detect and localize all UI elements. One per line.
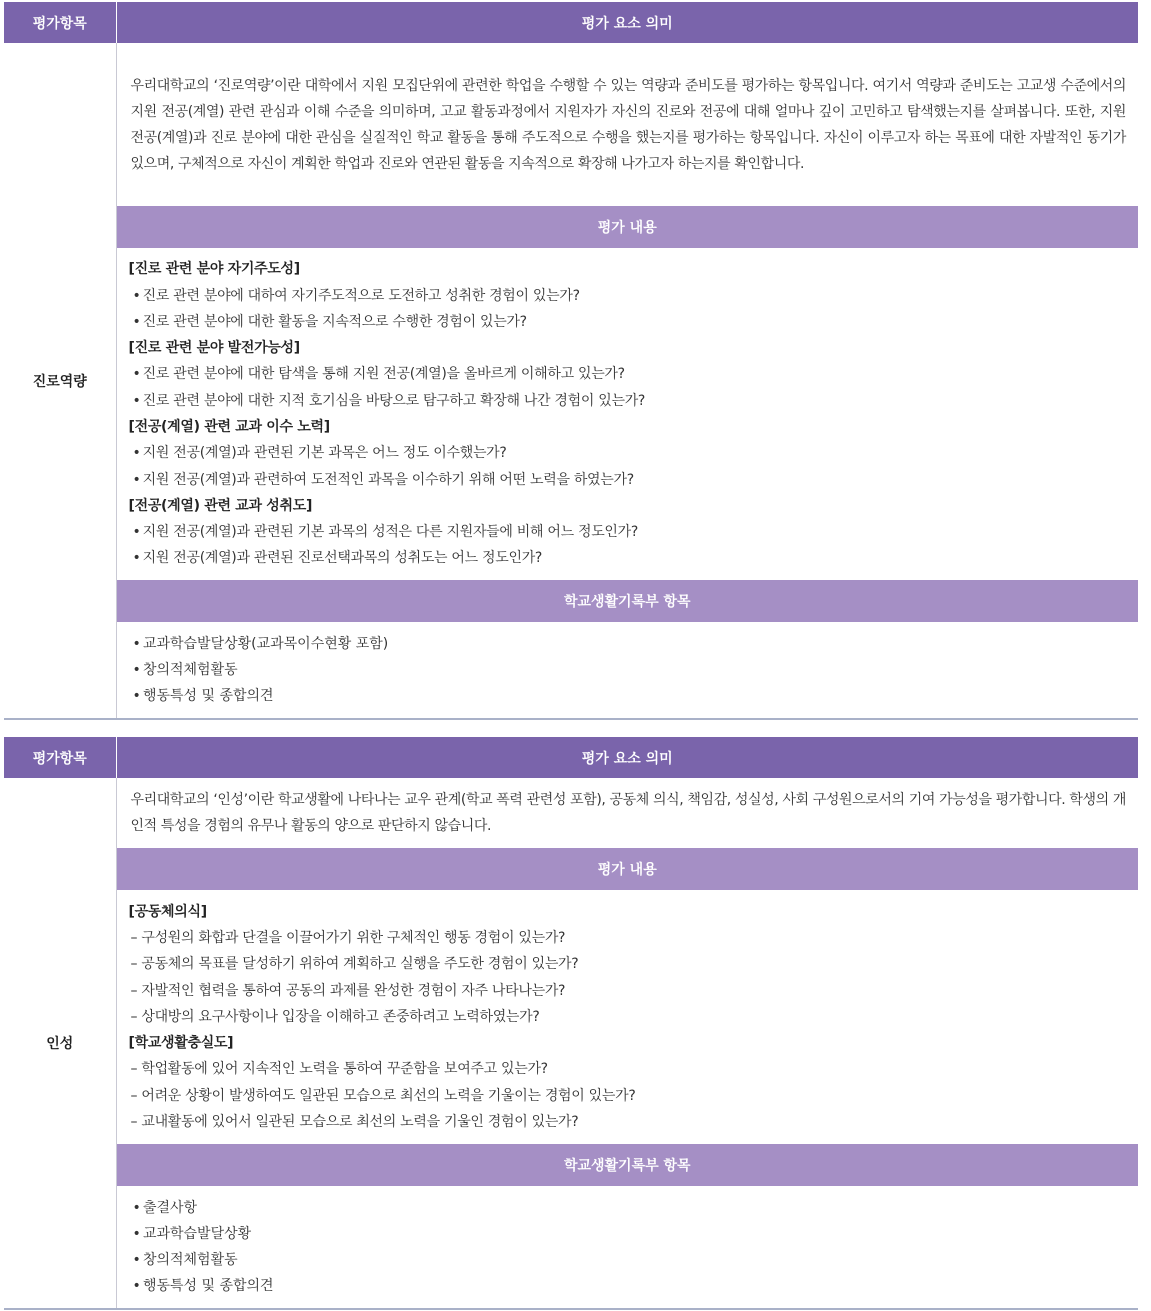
list-item: – 상대방의 요구사항이나 입장을 이해하고 존중하려고 노력하였는가? bbox=[130, 1008, 540, 1025]
list-item: – 구성원의 화합과 단결을 이끌어가기 위한 구체적인 행동 경험이 있는가? bbox=[130, 929, 566, 946]
criteria-group bbox=[129, 899, 1127, 1030]
list-item: • 지원 전공(계열)과 관련된 기본 과목의 성적은 다른 지원자들에 비해 어느 정도인가? bbox=[132, 524, 639, 541]
list-item: • 진로 관련 분야에 대한 탐색을 통해 지원 전공(계열)을 올바르게 이해하고 있는가? bbox=[132, 366, 625, 383]
list-item: – 공동체의 목표를 달성하기 위하여 계획하고 실행을 주도한 경험이 있는가? bbox=[130, 956, 579, 973]
content-list-character bbox=[116, 890, 1138, 1144]
subheader-records: 학교생활기록부 항목 bbox=[116, 1144, 1138, 1186]
criteria-group bbox=[129, 335, 1127, 414]
table-header-row bbox=[4, 2, 1138, 43]
list-item: • 교과학습발달상황 bbox=[132, 1226, 252, 1242]
group-title: [학교생활충실도] bbox=[128, 1035, 234, 1052]
header-item: 평가항목 bbox=[4, 737, 116, 778]
list-item: • 행동특성 및 종합의견 bbox=[132, 688, 274, 704]
group-title: [전공(계열) 관련 교과 이수 노력] bbox=[128, 419, 330, 435]
list-item: • 진로 관련 분야에 대한 활동을 지속적으로 수행한 경험이 있는가? bbox=[132, 313, 527, 330]
subheader-records: 학교생활기록부 항목 bbox=[116, 580, 1138, 622]
records-list-career bbox=[116, 622, 1138, 719]
header-meaning: 평가 요소 의미 bbox=[116, 737, 1138, 778]
criteria-group bbox=[129, 414, 1127, 493]
list-item: – 교내활동에 있어서 일관된 모습으로 최선의 노력을 기울인 경험이 있는가? bbox=[130, 1114, 579, 1131]
list-item: • 진로 관련 분야에 대한 지적 호기심을 바탕으로 탐구하고 확장해 나간 경험이 있는가? bbox=[132, 392, 646, 409]
list-item: • 창의적체험활동 bbox=[132, 662, 238, 678]
list-item: • 창의적체험활동 bbox=[132, 1252, 238, 1268]
evaluation-table-character bbox=[4, 737, 1138, 1310]
description-character: 우리대학교의 ‘인성’이란 학교생활에 나타나는 교우 관계(학교 폭력 관련성 포함), 공동체 의식, 책임감, 성실성, 사회 구성원으로서의 기여 가능성을 평가합니다. 학생의 개인적 특성을 경험의 유무나 활동의 양으로 판단하지 않습니다. bbox=[130, 792, 1126, 834]
criteria-group bbox=[129, 493, 1127, 572]
list-item: – 어려운 상황이 발생하여도 일관된 모습으로 최선의 노력을 기울이는 경험이 있는가? bbox=[130, 1087, 636, 1104]
group-title: [전공(계열) 관련 교과 성취도] bbox=[128, 497, 313, 514]
item-name-career: 진로역량 bbox=[4, 43, 116, 719]
list-item: • 지원 전공(계열)과 관련된 진로선택과목의 성취도는 어느 정도인가? bbox=[132, 550, 543, 567]
group-title: [공동체의식] bbox=[128, 903, 207, 920]
evaluation-table-career bbox=[4, 2, 1138, 720]
group-title: [진로 관련 분야 발전가능성] bbox=[128, 340, 300, 357]
criteria-group bbox=[129, 1030, 1127, 1135]
subheader-content: 평가 내용 bbox=[116, 848, 1138, 890]
list-item: • 지원 전공(계열)과 관련하여 도전적인 과목을 이수하기 위해 어떤 노력을 하였는가? bbox=[132, 471, 634, 488]
list-item: • 교과학습발달상황(교과목이수현황 포함) bbox=[132, 636, 389, 652]
list-item: • 지원 전공(계열)과 관련된 기본 과목은 어느 정도 이수했는가? bbox=[132, 445, 507, 462]
table-header-row bbox=[4, 737, 1138, 778]
header-meaning: 평가 요소 의미 bbox=[116, 2, 1138, 43]
header-item: 평가항목 bbox=[4, 2, 116, 43]
list-item: – 자발적인 협력을 통하여 공동의 과제를 완성한 경험이 자주 나타나는가? bbox=[130, 982, 566, 999]
list-item: – 학업활동에 있어 지속적인 노력을 통하여 꾸준함을 보여주고 있는가? bbox=[130, 1061, 548, 1078]
list-item: • 행동특성 및 종합의견 bbox=[132, 1278, 274, 1294]
content-list-career bbox=[116, 248, 1138, 580]
group-title: [진로 관련 분야 자기주도성] bbox=[128, 261, 300, 278]
item-name-character: 인성 bbox=[4, 778, 116, 1309]
records-list-character bbox=[116, 1186, 1138, 1309]
subheader-content: 평가 내용 bbox=[116, 206, 1138, 248]
list-item: • 출결사항 bbox=[132, 1200, 198, 1216]
description-career: 우리대학교의 ‘진로역량’이란 대학에서 지원 모집단위에 관련한 학업을 수행할 수 있는 역량과 준비도를 평가하는 항목입니다. 여기서 역량과 준비도는 고교생 수준에서의 지원 전공(계열) 관련 관심과 이해 수준을 의미하며, 고교 활동과정에서 지원자가 자신의 진로와 전공에 대해 얼마나 깊이 고민하고 탐색했는지를 살펴봅니다. 또한, 지원 전공(계열)과 진로 분야에 대한 관심을 실질적인 학교 활동을 통해 주도적으로 수행을 했는지를 평가하는 항목입니다. 자신이 이루고자 하는 목표에 대한 자발적인 동기가 있으며, 구체적으로 자신이 계획한 학업과 진로와 연관된 활동을 지속적으로 확장해 나가고자 하는지를 확인합니다. bbox=[130, 77, 1126, 172]
criteria-group bbox=[129, 256, 1127, 335]
list-item: • 진로 관련 분야에 대하여 자기주도적으로 도전하고 성취한 경험이 있는가? bbox=[132, 287, 580, 304]
